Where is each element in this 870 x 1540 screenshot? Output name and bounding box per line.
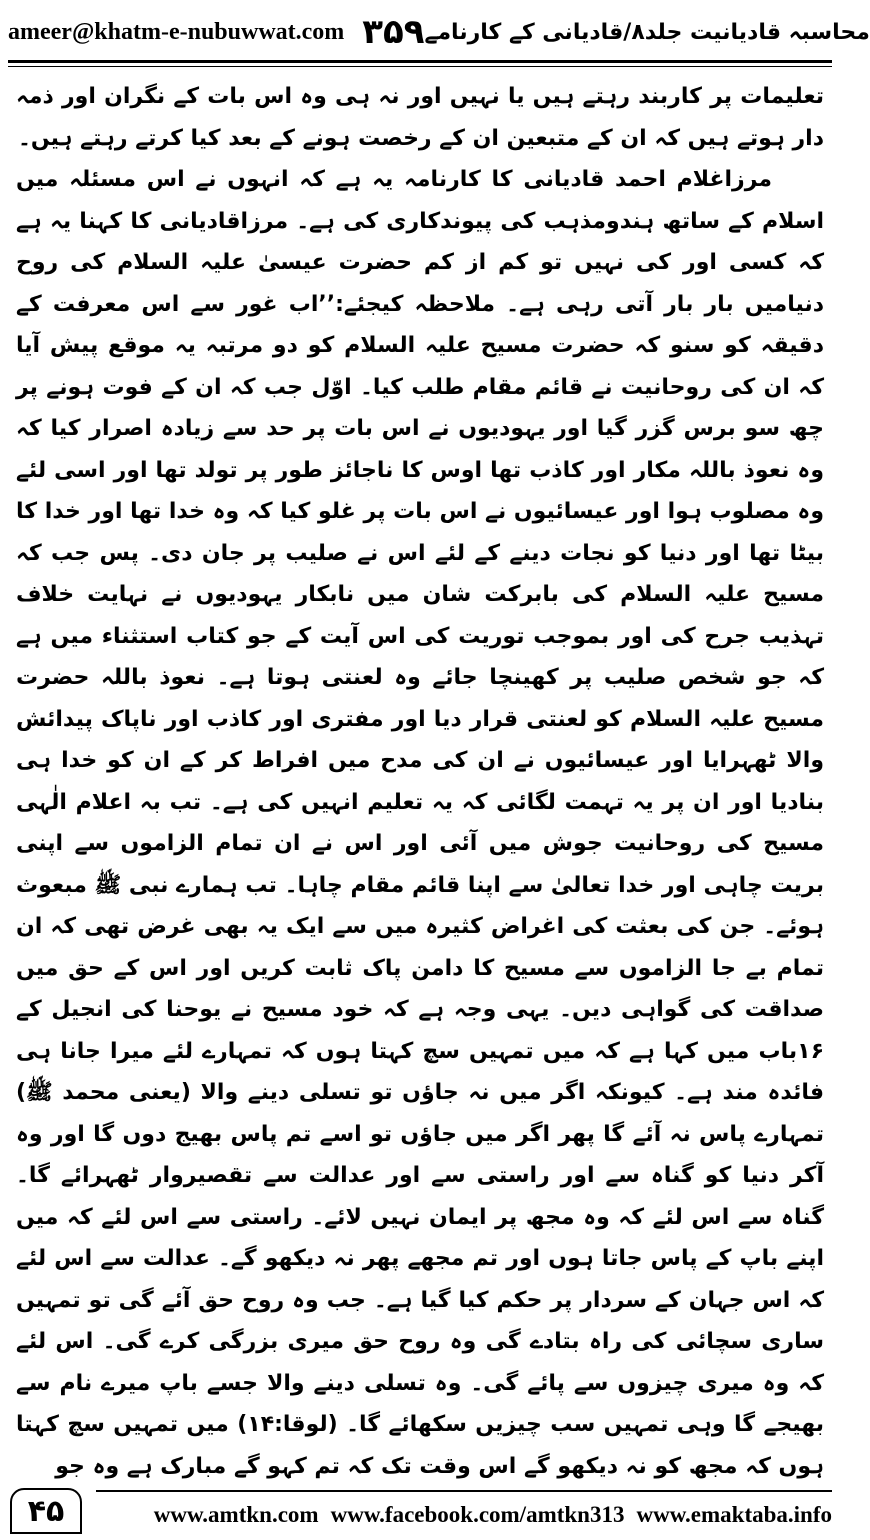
header-title: محاسبہ قادیانیت جلد۸/قادیانی کے کارنامے <box>424 19 870 45</box>
paragraph: مرزاغلام احمد قادیانی کا کارنامہ یہ ہے کہ انہوں نے اس مسئلہ میں اسلام کے ساتھ ہندومذہب کی پیوندکاری کی ہے۔ مرزاقادیانی کا کہنا یہ ہے کہ کسی اور کی نہیں تو کم از کم حضرت عیسیٰ علیہ السلام کی روح دنیامیں بار بار آتی رہی ہے۔ ملاحظہ کیجئے:’’اب غور سے اس معرفت کے دقیقہ کو سنو کہ حضرت مسیح علیہ السلام کو دو مرتبہ یہ موقع پیش آیا کہ ان کی روحانیت نے قائم مقام طلب کیا۔ اوّل جب کہ ان کے فوت ہونے پر چھ سو برس گزر گیا اور یہودیوں نے اس بات پر حد سے زیادہ اصرار کیا کہ وہ نعوذ باللہ مکار اور کاذب تھا اوس کا ناجائز طور پر تولد تھا اور اسی لئے وہ مصلوب ہوا اور عیسائیوں نے اس بات پر غلو کیا کہ وہ خدا تھا اور خدا کا بیٹا تھا اور دنیا کو نجات دینے کے لئے اس نے صلیب پر جان دی۔ پس جب کہ مسیح علیہ السلام کی بابرکت شان میں نابکار یہودیوں نے نہایت خلاف تہذیب جرح کی اور بموجب توریت کی اس آیت کے جو کتاب استثناء میں ہے کہ جو شخص صلیب پر کھینچا جائے وہ لعنتی ہوتا ہے۔ نعوذ باللہ حضرت مسیح علیہ السلام کو لعنتی قرار دیا اور مفتری اور کاذب اور ناپاک پیدائش والا ٹھہرایا اور عیسائیوں نے ان کی مدح میں افراط کر کے ان کو خدا ہی بنادیا اور ان پر یہ تہمت لگائی کہ یہ تعلیم انہیں کی ہے۔ تب بہ اعلام الٰہی مسیح کی روحانیت جوش میں آئی اور اس نے ان تمام الزاموں سے اپنی بریت چاہی اور خدا تعالیٰ سے اپنا قائم مقام چاہا۔ تب ہمارے نبی ﷺ مبعوث ہوئے۔ جن کی بعثت کی اغراض کثیرہ میں سے ایک یہ بھی غرض تھی کہ ان تمام بے جا الزاموں سے مسیح کا دامن پاک ثابت کریں اور اس کے حق میں صداقت کی گواہی دیں۔ یہی وجہ ہے کہ خود مسیح نے یوحنا کی انجیل کے ۱۶باب میں کہا ہے کہ میں تمہیں سچ کہتا ہوں کہ تمہارے لئے میرا جانا ہی فائدہ مند ہے۔ کیونکہ اگر میں نہ جاؤں تو تسلی دینے والا (یعنی محمد ﷺ) تمہارے پاس نہ آئے گا پھر اگر میں جاؤں تو اسے تم پاس بھیج دوں گا اور وہ آکر دنیا کو گناہ سے اور راستی سے اور عدالت سے تقصیروار ٹھہرائے گا۔ گناہ سے اس لئے کہ وہ مجھ پر ایمان نہیں لائے۔ راستی سے اس لئے کہ میں اپنے باپ کے پاس جاتا ہوں اور تم مجھے پھر نہ دیکھو گے۔ عدالت سے اس لئے کہ اس جہان کے سردار پر حکم کیا گیا ہے۔ جب وہ روح حق آئے گی تو تمہیں ساری سچائی کی راہ بتادے گی وہ روح حق میری بزرگی کرے گی۔ اس لئے کہ وہ میری چیزوں سے پائے گی۔ وہ تسلی دینے والا جسے باپ میرے نام سے بھیجے گا وہی تمہیں سب چیزیں سکھائے گا۔ (لوقا:۱۴) میں تمہیں سچ کہتا ہوں کہ مجھ کو نہ دیکھو گے اس وقت تک کہ تم کہو گے مبارک ہے وہ جو <box>16 167 824 1479</box>
body-text <box>16 76 824 1479</box>
page-header <box>8 8 870 56</box>
header-divider <box>8 60 832 63</box>
footer-page-number: ۴۵ <box>10 1488 82 1534</box>
footer-divider <box>96 1490 832 1492</box>
footer-link-amtkn[interactable]: www.amtkn.com <box>153 1502 319 1527</box>
header-page-number: ۳۵۹ <box>362 12 425 52</box>
footer-link-facebook[interactable]: www.facebook.com/amtkn313 <box>330 1502 625 1527</box>
footer-link-emaktaba[interactable]: www.emaktaba.info <box>636 1502 832 1527</box>
header-divider-thin <box>8 66 832 67</box>
header-email: ameer@khatm-e-nubuwwat.com <box>8 18 345 45</box>
footer-links <box>104 1498 832 1532</box>
paragraph: تعلیمات پر کاربند رہتے ہیں یا نہیں اور نہ ہی وہ اس بات کے نگران اور ذمہ دار ہوتے ہیں کہ ان کے متبعین ان کے رخصت ہونے کے بعد کیا کرتے رہتے ہیں۔ <box>16 84 824 151</box>
